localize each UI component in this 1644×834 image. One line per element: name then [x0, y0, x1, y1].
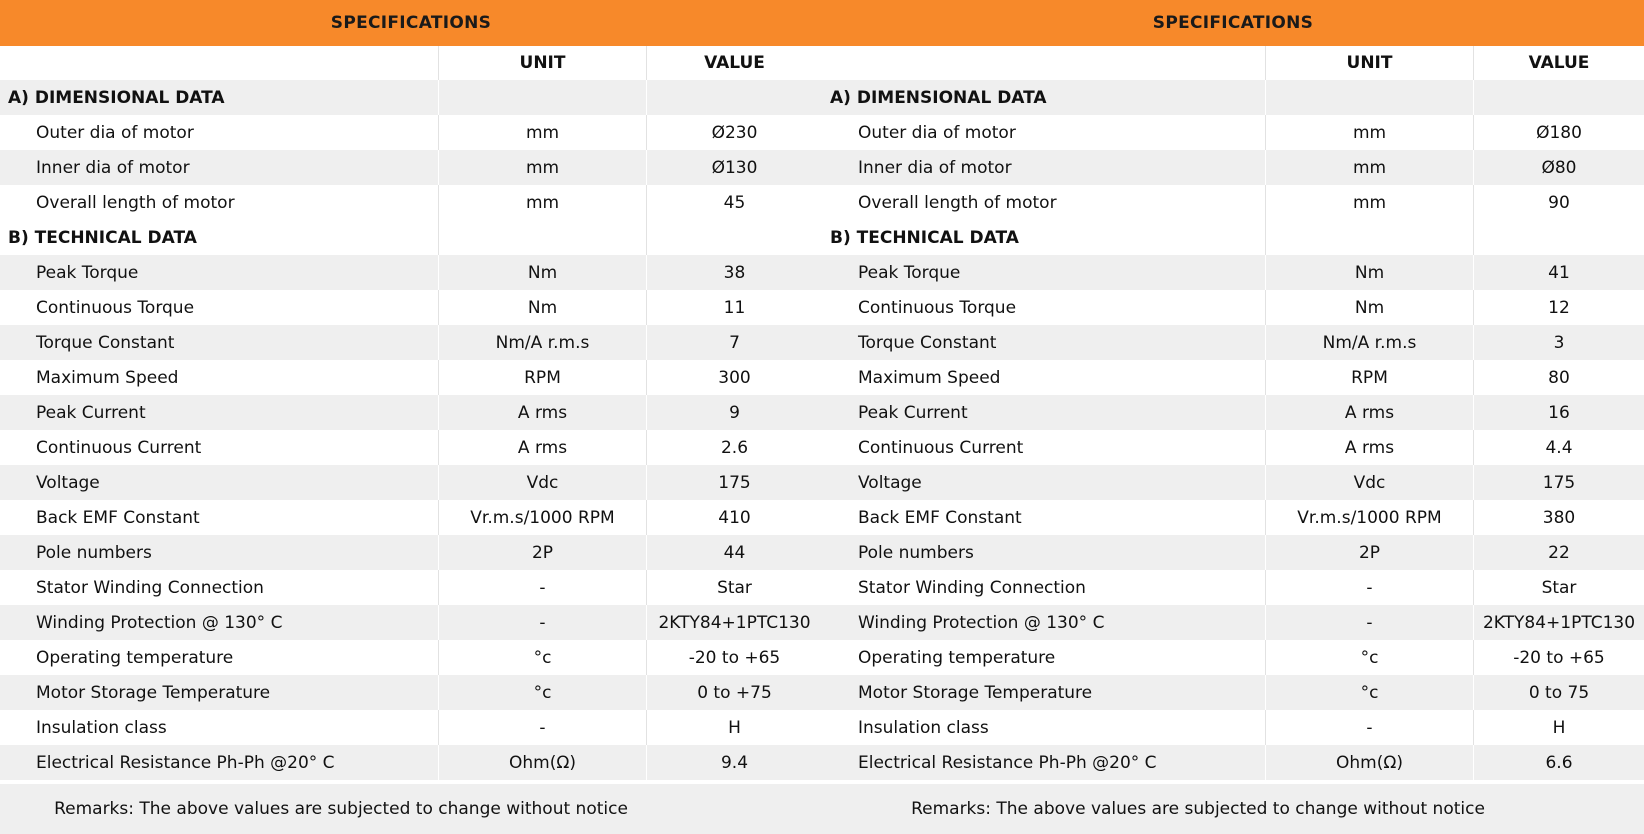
param-name: Back EMF Constant	[858, 507, 1022, 528]
param-value: 2.6	[646, 430, 822, 465]
param-unit: A rms	[1265, 430, 1473, 465]
param-unit: -	[1265, 605, 1473, 640]
param-name: Insulation class	[858, 717, 989, 738]
section-title: B) TECHNICAL DATA	[8, 227, 197, 248]
param-name: Motor Storage Temperature	[858, 682, 1093, 703]
table-row	[0, 290, 822, 325]
table-row	[822, 500, 1644, 535]
param-unit: -	[438, 570, 646, 605]
param-unit: °c	[1265, 675, 1473, 710]
param-name: Continuous Torque	[36, 297, 195, 318]
table-row	[0, 675, 822, 710]
dimensional-rows	[822, 115, 1644, 220]
remarks-row	[0, 784, 822, 834]
param-name: Maximum Speed	[858, 367, 1001, 388]
param-value: 175	[646, 465, 822, 500]
param-unit: Nm	[1265, 290, 1473, 325]
table-row	[0, 185, 822, 220]
param-name: Stator Winding Connection	[36, 577, 264, 598]
table-row	[0, 360, 822, 395]
param-value: 410	[646, 500, 822, 535]
param-value: 380	[1473, 500, 1644, 535]
param-value: 80	[1473, 360, 1644, 395]
table-row	[0, 710, 822, 745]
param-value: 9.4	[646, 745, 822, 780]
param-unit: mm	[1265, 185, 1473, 220]
param-value: 2KTY84+1PTC130	[1473, 605, 1644, 640]
spec-banner	[0, 0, 822, 46]
param-unit: °c	[438, 640, 646, 675]
section-unit-empty	[1265, 80, 1473, 115]
param-unit: Vr.m.s/1000 RPM	[438, 500, 646, 535]
section-title: A) DIMENSIONAL DATA	[830, 87, 1047, 108]
header-value: VALUE	[1473, 46, 1644, 80]
param-value: 2KTY84+1PTC130	[646, 605, 822, 640]
param-unit: 2P	[1265, 535, 1473, 570]
section-value-empty	[1473, 80, 1644, 115]
param-unit: RPM	[1265, 360, 1473, 395]
table-row	[0, 255, 822, 290]
section-title: A) DIMENSIONAL DATA	[8, 87, 225, 108]
param-value: 4.4	[1473, 430, 1644, 465]
table-row	[822, 185, 1644, 220]
param-unit: Vdc	[438, 465, 646, 500]
param-value: Star	[1473, 570, 1644, 605]
param-name: Winding Protection @ 130° C	[36, 612, 283, 633]
param-name: Continuous Torque	[858, 297, 1017, 318]
param-name: Voltage	[36, 472, 100, 493]
table-row	[822, 115, 1644, 150]
param-value: 90	[1473, 185, 1644, 220]
section-value-empty	[646, 220, 822, 255]
param-unit: Nm	[438, 290, 646, 325]
param-unit: -	[1265, 710, 1473, 745]
table-row	[822, 640, 1644, 675]
param-name: Operating temperature	[36, 647, 234, 668]
param-value: 12	[1473, 290, 1644, 325]
table-row	[0, 150, 822, 185]
param-name: Overall length of motor	[36, 192, 235, 213]
param-unit: mm	[438, 115, 646, 150]
spec-title: SPECIFICATIONS	[330, 13, 492, 33]
param-value: 0 to 75	[1473, 675, 1644, 710]
header-unit: UNIT	[438, 46, 646, 80]
param-value: H	[646, 710, 822, 745]
table-row	[0, 570, 822, 605]
section-unit-empty	[438, 220, 646, 255]
param-value: 41	[1473, 255, 1644, 290]
param-name: Torque Constant	[36, 332, 175, 353]
section-value-empty	[1473, 220, 1644, 255]
table-row	[822, 570, 1644, 605]
param-value: Ø80	[1473, 150, 1644, 185]
table-row	[822, 710, 1644, 745]
dimensional-rows	[0, 115, 822, 220]
param-value: 38	[646, 255, 822, 290]
param-value: 11	[646, 290, 822, 325]
param-name: Inner dia of motor	[36, 157, 190, 178]
param-value: H	[1473, 710, 1644, 745]
param-name: Overall length of motor	[858, 192, 1057, 213]
param-name: Motor Storage Temperature	[36, 682, 271, 703]
technical-rows	[822, 255, 1644, 780]
param-name: Continuous Current	[36, 437, 202, 458]
table-row	[0, 325, 822, 360]
param-name: Electrical Resistance Ph-Ph @20° C	[858, 752, 1157, 773]
param-name: Insulation class	[36, 717, 167, 738]
param-unit: °c	[1265, 640, 1473, 675]
param-value: 7	[646, 325, 822, 360]
header-unit: UNIT	[1265, 46, 1473, 80]
param-unit: Nm/A r.m.s	[438, 325, 646, 360]
param-value: 44	[646, 535, 822, 570]
table-row	[0, 535, 822, 570]
param-unit: °c	[438, 675, 646, 710]
param-name: Pole numbers	[36, 542, 152, 563]
param-value: 22	[1473, 535, 1644, 570]
param-value: 16	[1473, 395, 1644, 430]
table-row	[0, 640, 822, 675]
table-row	[822, 395, 1644, 430]
table-row	[822, 430, 1644, 465]
table-row	[0, 115, 822, 150]
param-name: Stator Winding Connection	[858, 577, 1086, 598]
technical-rows	[0, 255, 822, 780]
table-row	[822, 255, 1644, 290]
param-unit: mm	[1265, 115, 1473, 150]
table-row	[822, 745, 1644, 780]
param-unit: mm	[438, 185, 646, 220]
param-unit: -	[1265, 570, 1473, 605]
param-name: Torque Constant	[858, 332, 997, 353]
table-row	[822, 675, 1644, 710]
param-value: 45	[646, 185, 822, 220]
param-value: 6.6	[1473, 745, 1644, 780]
param-name: Pole numbers	[858, 542, 974, 563]
param-unit: 2P	[438, 535, 646, 570]
param-name: Inner dia of motor	[858, 157, 1012, 178]
table-row	[822, 360, 1644, 395]
table-row	[822, 325, 1644, 360]
header-value: VALUE	[646, 46, 822, 80]
param-name: Winding Protection @ 130° C	[858, 612, 1105, 633]
param-unit: Nm/A r.m.s	[1265, 325, 1473, 360]
param-name: Maximum Speed	[36, 367, 179, 388]
param-name: Peak Torque	[36, 262, 139, 283]
table-row	[822, 150, 1644, 185]
param-name: Peak Torque	[858, 262, 961, 283]
param-value: Ø130	[646, 150, 822, 185]
table-row	[0, 465, 822, 500]
table-row	[0, 500, 822, 535]
table-row	[0, 605, 822, 640]
param-value: 300	[646, 360, 822, 395]
section-row-technical	[0, 220, 822, 255]
param-name: Peak Current	[36, 402, 146, 423]
table-row	[822, 465, 1644, 500]
param-unit: -	[438, 710, 646, 745]
param-unit: A rms	[1265, 395, 1473, 430]
table-row	[0, 395, 822, 430]
section-unit-empty	[438, 80, 646, 115]
column-header-row	[822, 46, 1644, 80]
param-unit: A rms	[438, 395, 646, 430]
param-unit: mm	[1265, 150, 1473, 185]
remarks-text: Remarks: The above values are subjected to change without notice	[911, 799, 1485, 819]
param-unit: Vdc	[1265, 465, 1473, 500]
table-row	[0, 745, 822, 780]
section-row-dimensional	[0, 80, 822, 115]
param-name: Outer dia of motor	[858, 122, 1016, 143]
section-unit-empty	[1265, 220, 1473, 255]
param-name: Electrical Resistance Ph-Ph @20° C	[36, 752, 335, 773]
param-unit: Nm	[438, 255, 646, 290]
param-name: Continuous Current	[858, 437, 1024, 458]
param-value: 0 to +75	[646, 675, 822, 710]
spec-title: SPECIFICATIONS	[1152, 13, 1314, 33]
param-value: 9	[646, 395, 822, 430]
table-row	[0, 430, 822, 465]
table-row	[822, 605, 1644, 640]
param-value: Star	[646, 570, 822, 605]
spec-table-right	[822, 0, 1644, 834]
section-row-dimensional	[822, 80, 1644, 115]
table-row	[822, 290, 1644, 325]
table-row	[822, 535, 1644, 570]
param-unit: Vr.m.s/1000 RPM	[1265, 500, 1473, 535]
param-unit: mm	[438, 150, 646, 185]
param-name: Back EMF Constant	[36, 507, 200, 528]
param-unit: A rms	[438, 430, 646, 465]
param-value: Ø180	[1473, 115, 1644, 150]
spec-banner	[822, 0, 1644, 46]
param-value: Ø230	[646, 115, 822, 150]
param-unit: -	[438, 605, 646, 640]
section-value-empty	[646, 80, 822, 115]
param-name: Voltage	[858, 472, 922, 493]
param-name: Operating temperature	[858, 647, 1056, 668]
column-header-row	[0, 46, 822, 80]
param-value: 3	[1473, 325, 1644, 360]
param-value: -20 to +65	[646, 640, 822, 675]
param-unit: Ohm(Ω)	[1265, 745, 1473, 780]
param-unit: Nm	[1265, 255, 1473, 290]
param-unit: Ohm(Ω)	[438, 745, 646, 780]
param-value: -20 to +65	[1473, 640, 1644, 675]
remarks-row	[822, 784, 1644, 834]
param-name: Outer dia of motor	[36, 122, 194, 143]
param-unit: RPM	[438, 360, 646, 395]
section-title: B) TECHNICAL DATA	[830, 227, 1019, 248]
remarks-text: Remarks: The above values are subjected to change without notice	[54, 799, 628, 819]
param-value: 175	[1473, 465, 1644, 500]
param-name: Peak Current	[858, 402, 968, 423]
section-row-technical	[822, 220, 1644, 255]
